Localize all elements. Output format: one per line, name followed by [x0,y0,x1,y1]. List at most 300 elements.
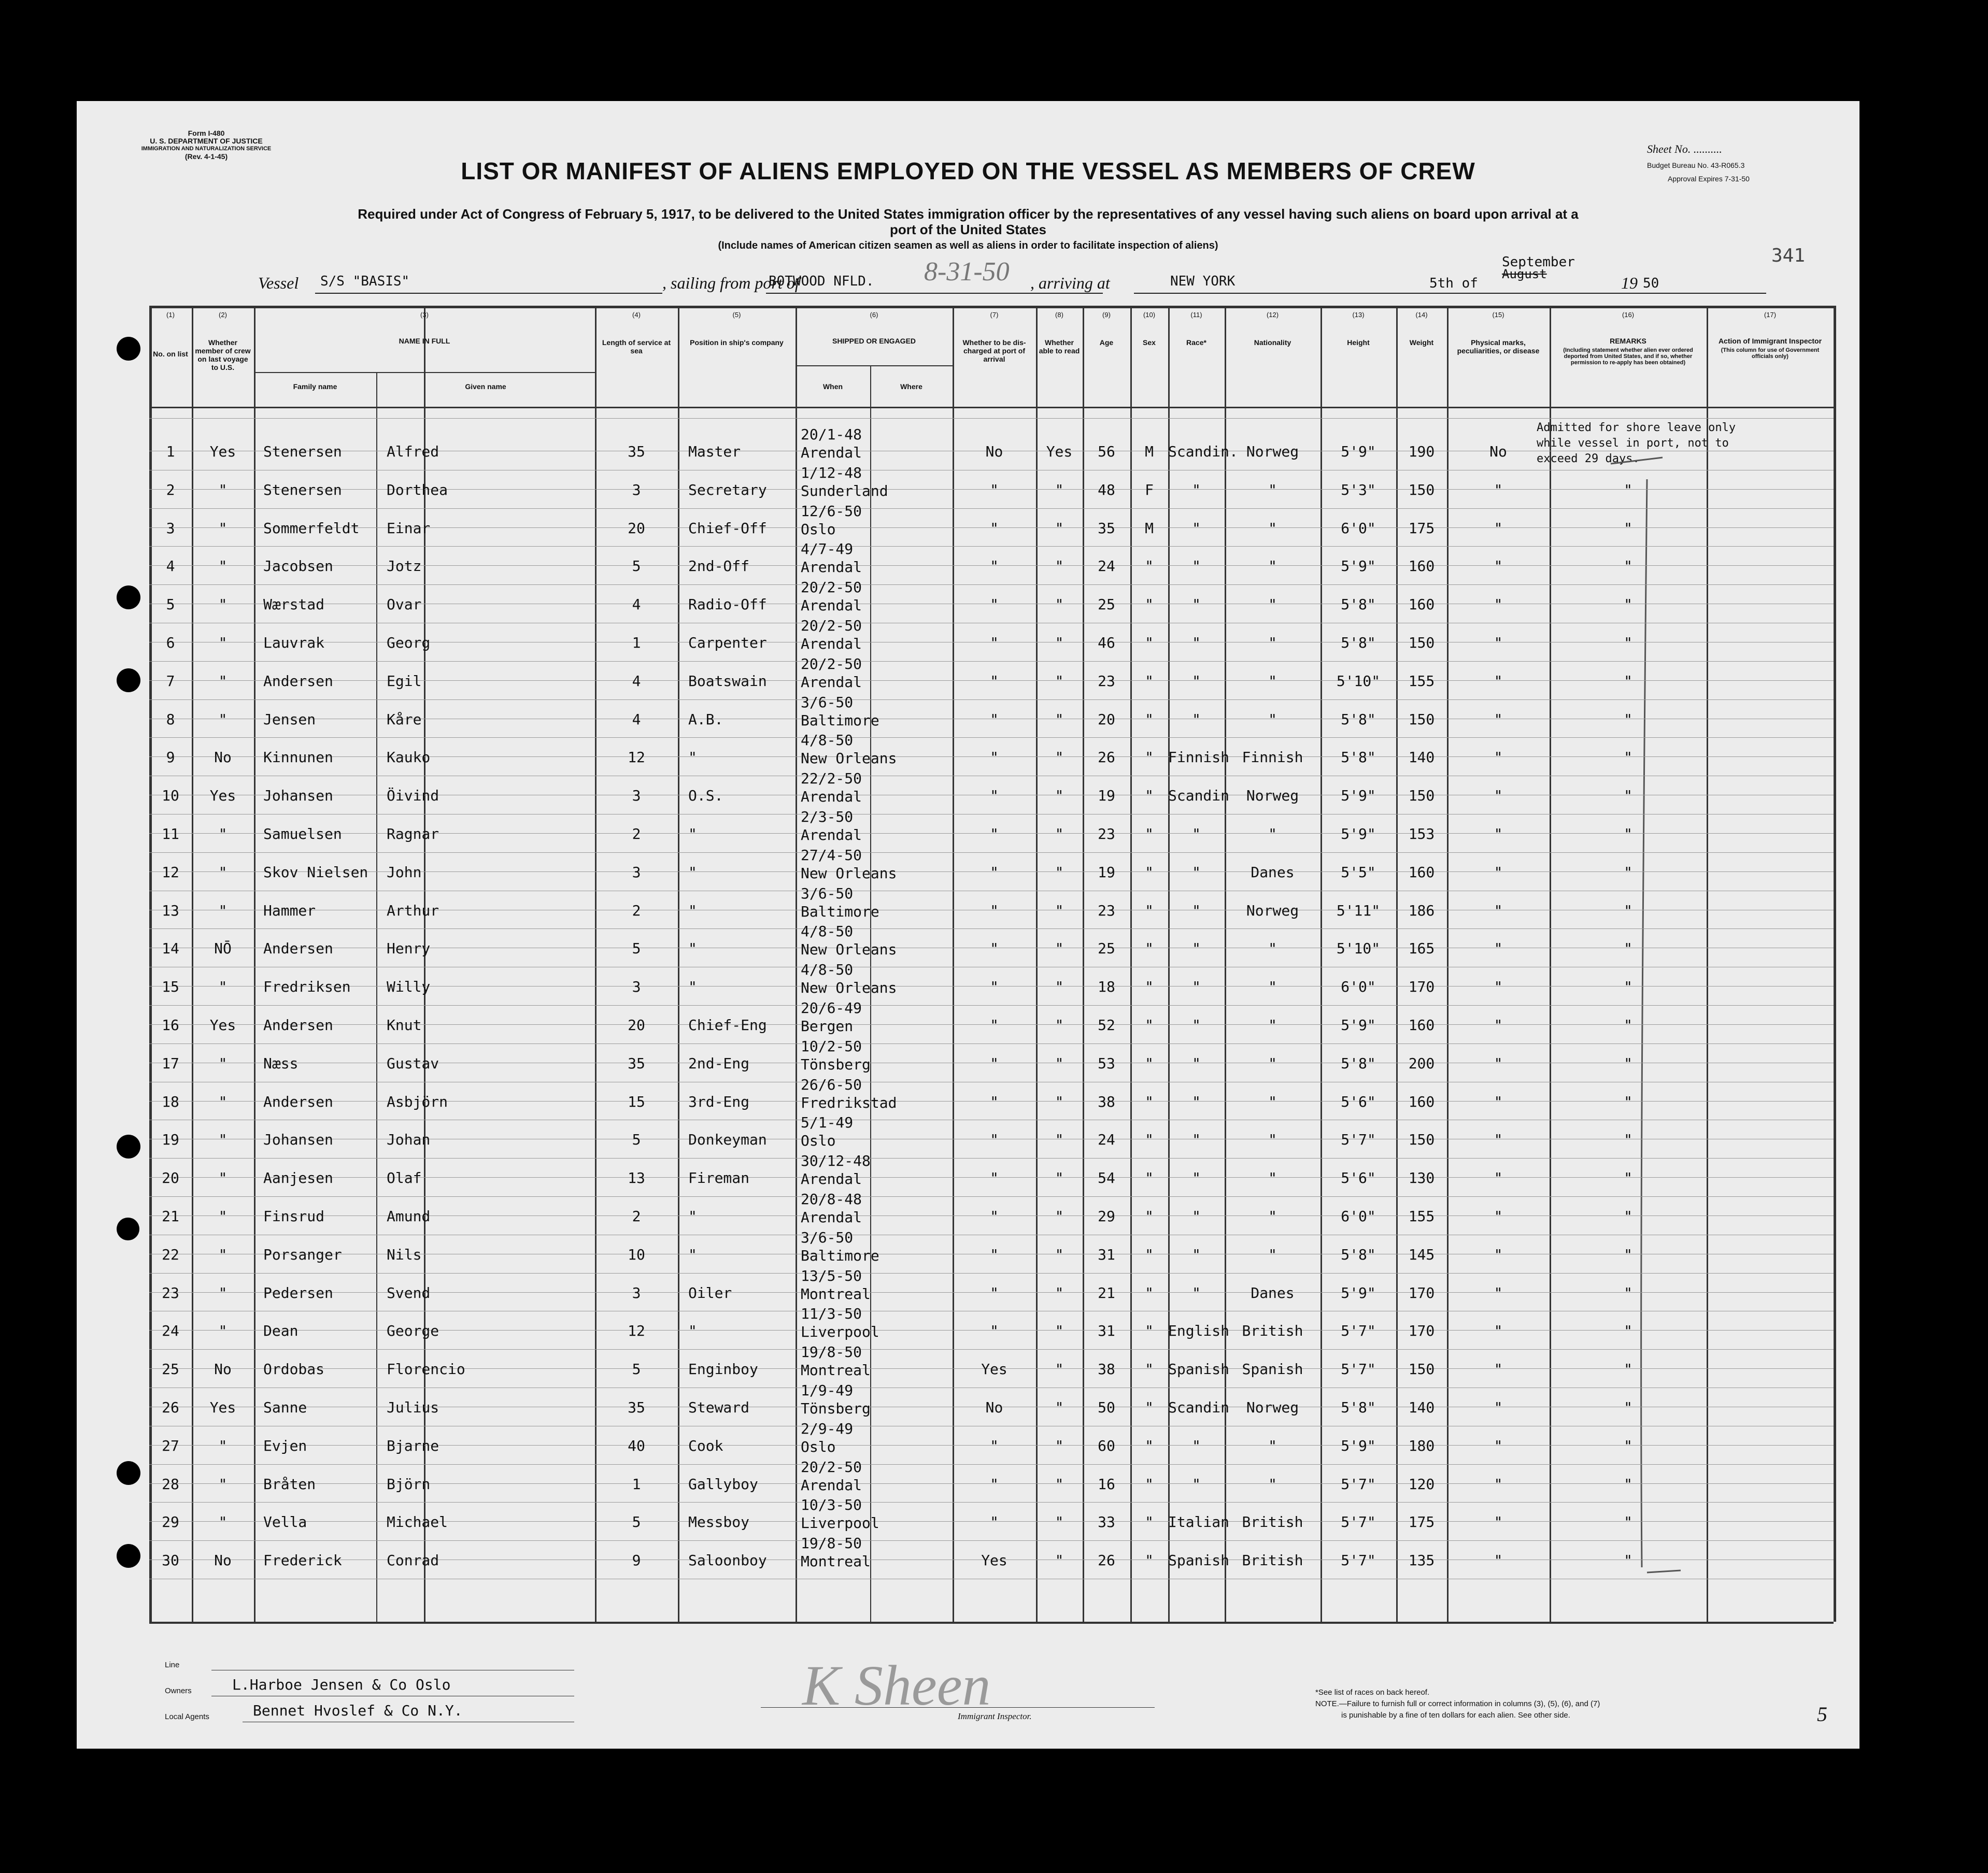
cell-age: 19 [1098,787,1115,805]
cell-prev: " [218,672,228,690]
cell-weight: 175 [1408,519,1435,537]
column-header: SHIPPED OR ENGAGED [832,337,916,345]
column-divider [953,306,954,1622]
cell-marks: " [1494,902,1503,919]
handwritten-date: 8-31-50 [924,257,1010,287]
ruled-line [149,661,1834,662]
column-divider [254,306,255,1622]
manifest-sheet [77,101,1859,1749]
ruled-line [149,1196,1834,1197]
punch-hole [117,1218,139,1240]
subcolumn-header: When [822,382,843,391]
cell-shipped-where: Arendal [801,1170,862,1188]
cell-remarks: " [1624,1513,1632,1531]
cell-no: 13 [162,902,179,919]
cell-read: " [1055,596,1064,613]
cell-disch: " [990,1437,999,1454]
cell-remarks: " [1624,1322,1632,1340]
ruled-line [149,418,1834,419]
cell-height: 5'6" [1341,1169,1376,1187]
cell-prev: Yes [209,787,236,805]
cell-shipped-where: Arendal [801,1209,862,1226]
cell-remarks: " [1624,557,1632,575]
cell-remarks: " [1624,1437,1632,1454]
column-number: (9) [1102,311,1111,319]
cell-shipped-when: 4/8-50 [801,923,854,940]
cell-given: Nils [387,1246,422,1263]
name-subcolumn-divider [376,372,377,1622]
cell-read: " [1055,940,1064,957]
cell-shipped-when: 20/2-50 [801,579,862,596]
cell-prev: Yes [209,443,236,460]
cell-disch: " [990,634,999,651]
column-divider [1225,306,1226,1622]
column-number: (15) [1492,311,1504,319]
cell-nat: " [1268,710,1277,728]
cell-remarks: " [1624,519,1632,537]
cell-given: Jotz [387,557,422,575]
cell-family: Porsanger [263,1246,342,1263]
cell-nat: " [1268,1054,1277,1072]
cell-race: " [1192,1093,1201,1110]
cell-race: " [1192,1284,1201,1302]
cell-prev: No [214,1552,232,1569]
cell-weight: 150 [1408,787,1435,805]
cell-nat: " [1268,1093,1277,1110]
page-title: LIST OR MANIFEST OF ALIENS EMPLOYED ON THE VESSEL AS MEMBERS OF CREW [461,158,1475,184]
cell-remarks: " [1624,1169,1632,1187]
cell-remarks: " [1624,1246,1632,1263]
cell-family: Wærstad [263,596,325,613]
cell-given: Willy [387,978,431,996]
column-header: NAME IN FULL [399,337,450,345]
cell-nat: " [1268,1169,1277,1187]
cell-weight: 160 [1408,1017,1435,1034]
cell-service: 5 [632,557,641,575]
cell-service: 35 [628,1399,645,1416]
cell-weight: 160 [1408,1093,1435,1110]
cell-marks: " [1494,1513,1503,1531]
page-stamp: 341 [1771,245,1806,266]
cell-position: " [688,902,697,919]
column-divider [1834,306,1836,1622]
cell-service: 3 [632,978,641,996]
cell-race: " [1192,902,1201,919]
cell-marks: " [1494,1093,1503,1110]
cell-shipped-where: Montreal [801,1553,871,1570]
cell-age: 60 [1098,1437,1115,1454]
cell-read: " [1055,1017,1064,1034]
cell-read: " [1055,1552,1064,1569]
cell-shipped-when: 20/2-50 [801,655,862,673]
cell-shipped-when: 26/6-50 [801,1076,862,1093]
cell-shipped-when: 12/6-50 [801,502,862,520]
cell-position: 2nd-Off [688,557,750,575]
ruled-line [149,928,1834,929]
cell-position: Steward [688,1399,750,1416]
cell-marks: " [1494,749,1503,766]
cell-shipped-where: Liverpool [801,1514,879,1532]
cell-prev: " [218,1093,228,1110]
ruled-line [149,1502,1834,1503]
cell-marks: " [1494,978,1503,996]
column-note: (This column for use of Government officials only) [1721,347,1820,360]
arrival-year: 50 [1643,276,1659,291]
cell-age: 38 [1098,1361,1115,1378]
cell-prev: " [218,596,228,613]
column-number: (7) [990,311,999,319]
cell-family: Næss [263,1054,299,1072]
cell-service: 35 [628,443,645,460]
column-number: (17) [1764,311,1777,319]
cell-marks: " [1494,825,1503,842]
cell-disch: " [990,787,999,805]
cell-height: 5'9" [1341,825,1376,842]
cell-race: English [1168,1322,1230,1340]
cell-given: Amund [387,1208,431,1225]
cell-prev: " [218,1246,228,1263]
cell-no: 14 [162,940,179,957]
cell-service: 4 [632,596,641,613]
cell-weight: 170 [1408,978,1435,996]
cell-no: 26 [162,1399,179,1416]
cell-read: " [1055,1246,1064,1263]
cell-race: " [1192,1475,1201,1493]
cell-family: Jensen [263,710,316,728]
cell-family: Andersen [263,1017,333,1034]
ruled-line [149,508,1834,509]
cell-race: " [1192,672,1201,690]
cell-marks: " [1494,1284,1503,1302]
cell-given: Arthur [387,902,439,919]
column-number: (11) [1190,311,1202,319]
cell-marks: No [1489,443,1507,460]
cell-weight: 170 [1408,1284,1435,1302]
cell-sex: " [1145,1208,1154,1225]
column-number: (13) [1352,311,1365,319]
cell-read: " [1055,1208,1064,1225]
cell-no: 28 [162,1475,179,1493]
cell-race: " [1192,1131,1201,1149]
cell-shipped-when: 20/1-48 [801,426,862,443]
cell-remarks: " [1624,825,1632,842]
cell-read: " [1055,634,1064,651]
cell-height: 6'0" [1341,1208,1376,1225]
column-number: (2) [219,311,227,319]
cell-weight: 150 [1408,1361,1435,1378]
cell-given: Kåre [387,710,422,728]
header-bottom-border [149,407,1834,408]
cell-marks: " [1494,519,1503,537]
remarks-line-2: while vessel in port, not to [1537,437,1729,450]
cell-service: 5 [632,1361,641,1378]
cell-race: " [1192,557,1201,575]
cell-race: " [1192,1169,1201,1187]
cell-remarks: " [1624,1284,1632,1302]
cell-no: 10 [162,787,179,805]
cell-prev: " [218,634,228,651]
cell-marks: " [1494,1246,1503,1263]
cell-family: Evjen [263,1437,307,1454]
cell-sex: " [1145,863,1154,881]
cell-service: 12 [628,1322,645,1340]
cell-shipped-when: 4/8-50 [801,732,854,749]
ruled-line [149,546,1834,547]
cell-service: 13 [628,1169,645,1187]
cell-weight: 140 [1408,1399,1435,1416]
cell-disch: " [990,481,999,498]
cell-height: 5'3" [1341,481,1376,498]
cell-disch: " [990,596,999,613]
cell-shipped-where: Arendal [801,788,862,806]
cell-prev: " [218,1054,228,1072]
ruled-line [149,1349,1834,1350]
cell-disch: " [990,1093,999,1110]
cell-read: " [1055,1093,1064,1110]
budget-bureau: Budget Bureau No. 43-R065.3 [1647,161,1745,169]
local-agents-label: Local Agents [165,1712,209,1721]
cell-nat: " [1268,519,1277,537]
cell-disch: " [990,902,999,919]
cell-shipped-where: Bergen [801,1018,854,1035]
cell-weight: 150 [1408,481,1435,498]
ruled-line [149,699,1834,700]
cell-prev: " [218,825,228,842]
cell-age: 54 [1098,1169,1115,1187]
cell-family: Samuelsen [263,825,342,842]
cell-age: 23 [1098,902,1115,919]
cell-given: Kauko [387,749,431,766]
remarks-line-3: exceed 29 days. [1537,452,1640,465]
column-header: REMARKS [1610,337,1646,345]
remarks-line-1: Admitted for shore leave only [1537,421,1736,434]
ruled-line [149,1540,1834,1541]
column-note: (Including statement whether alien ever ordered deported from United States, and if so, whether permission to re-apply has been obtained) [1563,347,1693,366]
cell-no: 4 [166,557,175,575]
column-number: (12) [1266,311,1279,319]
cell-nat: Norweg [1246,787,1299,805]
cell-nat: " [1268,596,1277,613]
subcolumn-header: Given name [465,382,506,391]
cell-marks: " [1494,634,1503,651]
cell-height: 5'8" [1341,710,1376,728]
name-subheader-line [254,372,595,373]
cell-read: " [1055,1131,1064,1149]
punch-hole [117,1135,140,1159]
cell-service: 9 [632,1552,641,1569]
cell-height: 5'8" [1341,634,1376,651]
cell-position: Secretary [688,481,767,498]
cell-service: 2 [632,825,641,842]
cell-age: 33 [1098,1513,1115,1531]
cell-shipped-when: 4/7-49 [801,540,854,558]
column-number: (4) [632,311,641,319]
sailing-label: , sailing from port of [662,274,800,292]
cell-disch: " [990,978,999,996]
cell-disch: " [990,672,999,690]
cell-read: " [1055,1399,1064,1416]
column-number: (14) [1415,311,1428,319]
column-header: Race* [1186,338,1206,347]
cell-service: 1 [632,1475,641,1493]
column-number: (6) [870,311,878,319]
cell-given: Björn [387,1475,431,1493]
penalty-note-2: is punishable by a fine of ten dollars for each alien. See other side. [1341,1711,1570,1720]
cell-remarks: " [1624,1131,1632,1149]
cell-prev: " [218,557,228,575]
cell-position: Fireman [688,1169,750,1187]
column-divider [1036,306,1038,1622]
cell-shipped-when: 20/8-48 [801,1191,862,1208]
cell-given: Ovar [387,596,422,613]
cell-remarks: " [1624,1399,1632,1416]
cell-remarks: " [1624,749,1632,766]
cell-family: Ordobas [263,1361,325,1378]
cell-sex: " [1145,1093,1154,1110]
cell-weight: 160 [1408,557,1435,575]
cell-height: 5'11" [1336,902,1381,919]
cell-marks: " [1494,481,1503,498]
cell-age: 46 [1098,634,1115,651]
cell-sex: " [1145,634,1154,651]
cell-service: 1 [632,634,641,651]
cell-nat: " [1268,1475,1277,1493]
cell-nat: " [1268,557,1277,575]
cell-family: Aanjesen [263,1169,333,1187]
cell-race: " [1192,1054,1201,1072]
cell-marks: " [1494,1131,1503,1149]
cell-read: " [1055,1054,1064,1072]
cell-nat: " [1268,672,1277,690]
cell-race: " [1192,825,1201,842]
cell-position: A.B. [688,710,723,728]
cell-race: " [1192,1246,1201,1263]
cell-height: 5'9" [1341,1017,1376,1034]
cell-age: 50 [1098,1399,1115,1416]
cell-weight: 155 [1408,672,1435,690]
cell-weight: 153 [1408,825,1435,842]
cell-age: 56 [1098,443,1115,460]
cell-age: 26 [1098,1552,1115,1569]
cell-race: " [1192,481,1201,498]
cell-weight: 140 [1408,749,1435,766]
cell-no: 27 [162,1437,179,1454]
cell-service: 2 [632,1208,641,1225]
inspector-label: Immigrant Inspector. [958,1711,1032,1721]
cell-weight: 165 [1408,940,1435,957]
cell-shipped-where: Tönsberg [801,1055,871,1073]
cell-family: Andersen [263,940,333,957]
cell-given: Gustav [387,1054,439,1072]
column-divider [424,306,425,1622]
cell-disch: " [990,1284,999,1302]
cell-age: 20 [1098,710,1115,728]
cell-no: 9 [166,749,175,766]
cell-service: 12 [628,749,645,766]
cell-read: " [1055,710,1064,728]
cell-service: 40 [628,1437,645,1454]
cell-read: " [1055,1169,1064,1187]
cell-disch: " [990,749,999,766]
cell-height: 5'7" [1341,1552,1376,1569]
cell-position: Enginboy [688,1361,758,1378]
cell-height: 6'0" [1341,519,1376,537]
cell-height: 5'8" [1341,1246,1376,1263]
cell-shipped-when: 4/8-50 [801,961,854,979]
cell-no: 19 [162,1131,179,1149]
cell-read: " [1055,1361,1064,1378]
table-top-border [149,306,1834,308]
cell-no: 2 [166,481,175,498]
cell-remarks: " [1624,596,1632,613]
cell-age: 24 [1098,557,1115,575]
cell-sex: " [1145,902,1154,919]
cell-family: Sommerfeldt [263,519,360,537]
punch-hole [117,337,140,361]
cell-remarks: " [1624,672,1632,690]
cell-age: 35 [1098,519,1115,537]
cell-marks: " [1494,1208,1503,1225]
column-divider [1447,306,1449,1622]
vessel-name: S/S "BASIS" [320,274,410,289]
cell-height: 5'7" [1341,1475,1376,1493]
column-divider [1396,306,1398,1622]
cell-position: Boatswain [688,672,767,690]
arriving-port: NEW YORK [1170,274,1236,289]
cell-position: Donkeyman [688,1131,767,1149]
cell-shipped-where: Oslo [801,520,836,538]
cell-prev: " [218,519,228,537]
cell-weight: 120 [1408,1475,1435,1493]
cell-disch: " [990,1513,999,1531]
cell-service: 5 [632,940,641,957]
column-header: Whether member of crew on last voyage to U.S. [195,338,251,371]
cell-height: 5'7" [1341,1131,1376,1149]
cell-prev: " [218,1322,228,1340]
cell-given: Georg [387,634,431,651]
cell-disch: Yes [981,1361,1007,1378]
cell-nat: Finnish [1242,749,1303,766]
cell-position: " [688,825,697,842]
cell-family: Frederick [263,1552,342,1569]
ruled-line [149,1273,1834,1274]
cell-race: " [1192,863,1201,881]
cell-shipped-when: 1/12-48 [801,464,862,481]
cell-shipped-where: Arendal [801,559,862,576]
cell-marks: " [1494,1399,1503,1416]
cell-weight: 145 [1408,1246,1435,1263]
cell-read: " [1055,557,1064,575]
ruled-line [149,737,1834,738]
cell-race: " [1192,519,1201,537]
column-divider [678,306,679,1622]
cell-no: 29 [162,1513,179,1531]
cell-marks: " [1494,1437,1503,1454]
sheet-number: Sheet No. .......... [1647,142,1722,155]
cell-marks: " [1494,1552,1503,1569]
subtitle-line2: port of the United States [890,222,1046,237]
cell-given: Svend [387,1284,431,1302]
cell-disch: " [990,863,999,881]
cell-disch: " [990,1475,999,1493]
cell-shipped-where: New Orleans [801,864,897,882]
cell-age: 38 [1098,1093,1115,1110]
cell-marks: " [1494,863,1503,881]
cell-shipped-when: 1/9-49 [801,1382,854,1399]
cell-weight: 135 [1408,1552,1435,1569]
cell-race: Finnish [1168,749,1230,766]
cell-race: " [1192,940,1201,957]
